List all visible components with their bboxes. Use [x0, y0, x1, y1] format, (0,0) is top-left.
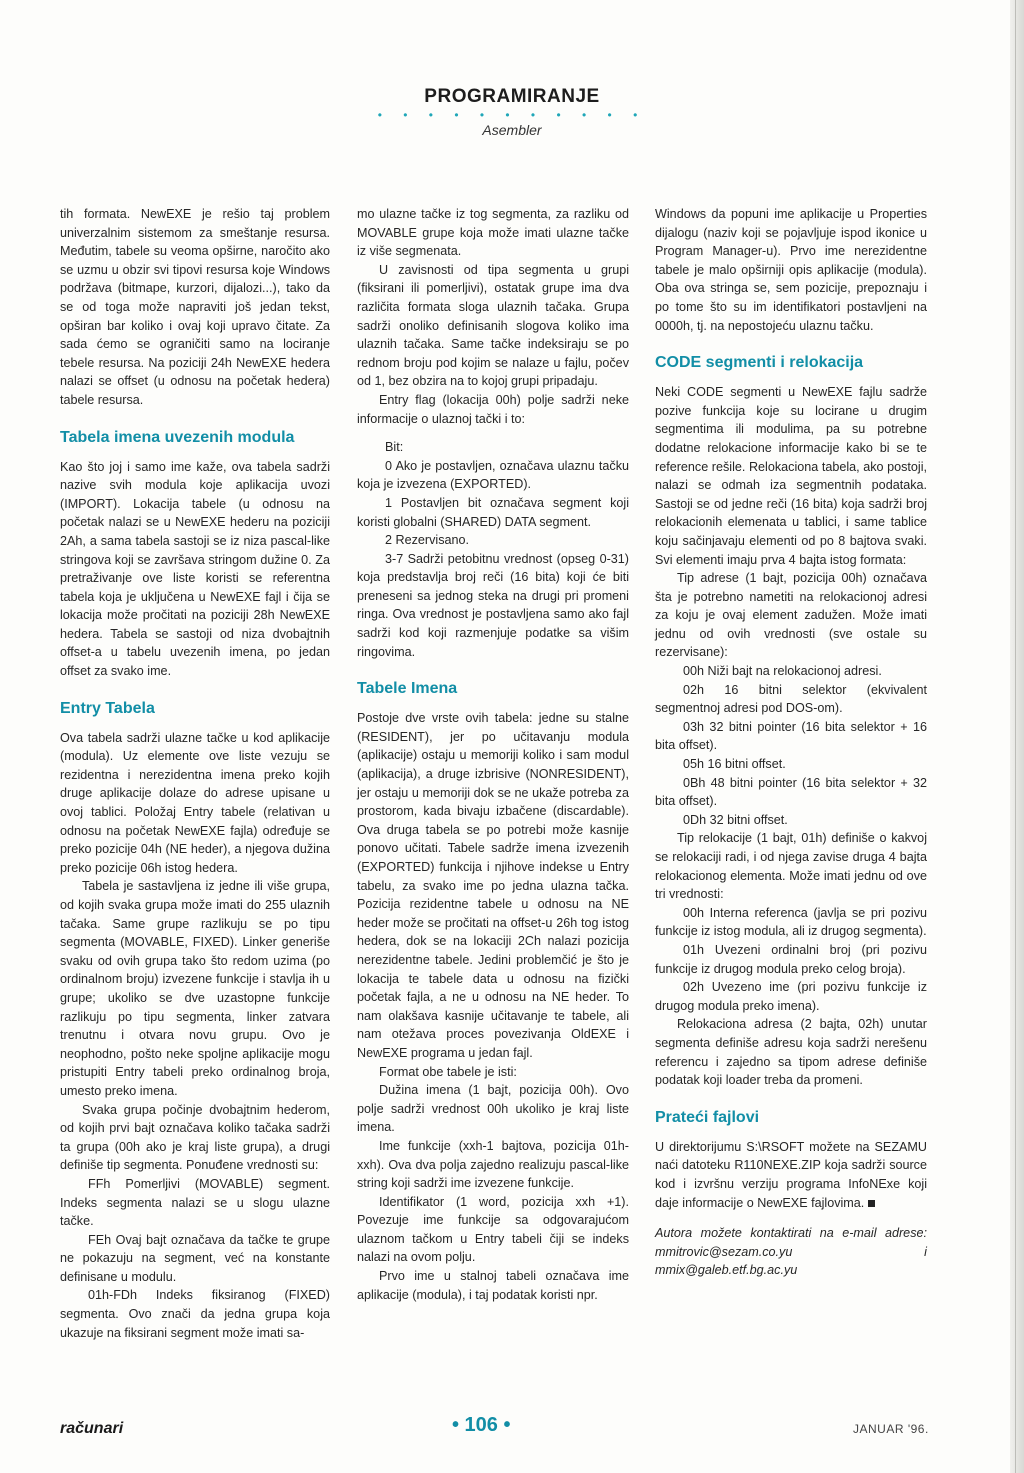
field-item: Ime funkcije (xxh-1 bajtova, pozicija 01h-xxh). Ova dva polja zajedno realizuju pascal-like string koji sadrži ime izvezene funkcije.	[357, 1138, 629, 1191]
paragraph: Postoje dve vrste ovih tabela: jedne su stalne (RESIDENT), jer po učitavanju modula (aplikacije) ostaju u memoriji koliko i sam modul (aplikacija), a druge izbrisive (NONRESIDENT), jer ostaju u memoriji dok se ne ukaže potreba za prostorom, kada bivaju izbačene (discardable). Ova druga tabela se po potrebi može kasnije ponovo učitati. Tabele sadrže imena izvezenih (EXPORTED) funkcija i njihove indekse u Entry tabelu, za svako ime po jedna ulazna tačka. Pozicija rezidentne tabele u odnosu na NE heder može se pročitati na offset-u 26h tog istog hedera, dok se na lokaciji 2Ch nalazi pozicija nerezidentne tabele. Jedini problemčić je što je lokacija te tabele data u odnosu na fizički početak fajla, a ne u odnosu na NE heder. To nam olakšava kasnije učitavanje te tabele, ali nam otežava proces povezivanja OldEXE i NewEXE programa u jedan fajl.	[357, 711, 629, 1060]
bit-label: Bit:	[385, 440, 404, 455]
paragraph	[655, 1138, 927, 1212]
value-item: 0Bh 48 bitni pointer (16 bita selektor + 32 bita offset).	[655, 775, 927, 809]
paragraph: Kao što joj i samo ime kaže, ova tabela sadrži nazive svih modula koje aplikacija uvozi (IMPORT). Lokacija tabele (u odnosu na početak nalazi se u NewEXE hederu na poziciji 2Ah, a sama tabela sastoji se iz niza pascal-like stringova koji se završava stringom dužine 0. Za pretraživanje ove liste koristi se referentna tabela koja je uključena u NewEXE fajl i čija se lokacija može pročitati na poziciji 28h NewEXE hedera. Tabela se sastoji od niza dvobajtnih offset-a u tabelu uvezenih imena, po jedan offset za svako ime.	[60, 459, 330, 679]
page-number: • 106 •	[452, 1414, 511, 1436]
files-text: U direktorijumu S:\RSOFT možete na SEZAMU naći datoteku R110NEXE.ZIP koja sadrži source kod i izvršnu verziju programa InfoNExe koji daje informacije o NewEXE fajlovima.	[655, 1139, 927, 1210]
bit-item: 2 Rezervisano.	[385, 533, 469, 548]
value-item: 02h Uvezeno ime (pri pozivu funkcije iz drugog modula preko imena).	[655, 980, 927, 1013]
contact-note: Autora možete kontaktirati na e-mail adrese: mmitrovic@sezam.co.yu i mmix@galeb.etf.bg.ac.yu	[655, 1226, 927, 1278]
paragraph: mo ulazne tačke iz tog segmenta, za razliku od MOVABLE grupe koja može imati ulazne tačke iz više segmenata.	[357, 207, 629, 259]
section-title: PROGRAMIRANJE	[424, 86, 600, 107]
heading-code-segments: CODE segmenti i relokacija	[655, 354, 864, 372]
paragraph: Windows da popuni ime aplikacije u Properties dijalogu (naziv koji se pojavljuje ispod ikonice u Program Manager-u). Prvo ime nerezidentne tabele je malo opširniji opis aplikacije (modula). Oba ova stringa se, sem pozicije, prepoznaju i po tome što su im identifikatori postavljeni na 0000h, tj. na nepostojeću ulaznu tačku.	[655, 207, 927, 333]
paragraph: Neki CODE segmenti u NewEXE fajlu sadrže pozive funkcija koje su locirane u drugim segmentima ili modulima, pa su potrebne dodatne relokacione informacije kako bi se te reference rešile. Relokaciona tabela, ako postoji, nalazi se odmah iza segmentnih podataka. Sastoji se od jedne reči (16 bita) koja sadrži broj relokacionih elemenata u tablici, i same tablice koju sačinjavaju elementi od po 8 bajtova svaki. Svi elementi imaju prva 4 bajta istog formata:	[655, 385, 927, 567]
paragraph: Format obe tabele je isti:	[379, 1064, 517, 1079]
scan-fold-line	[1015, 0, 1016, 1473]
field-item: Tip relokacije (1 bajt, 01h) definiše o kakvoj se relokaciji radi, i od njega zavise druga 4 bajta relokacionog elementa. Može imati jednu od ove tri vrednosti:	[655, 831, 927, 902]
dotted-divider: • • • • • • • • • • •	[377, 108, 647, 122]
page-header	[0, 86, 1024, 138]
paragraph: U zavisnosti od tipa segmenta u grupi (fiksirani ili pomerljivi), ostatak grupe ima dva različita formata sloga ulaznih tačaka. Grupa sadrži onoliko definisanih slogova koliko ima ulaznih tačaka. Same tačke indeksiraju se po rednom broju pod kojim se nalaze u fajlu, počev od 1, bez obzira na to kojoj grupi pripadaju.	[357, 262, 629, 389]
value-item: 01h Uvezeni ordinalni broj (pri pozivu funkcije iz drugog modula preko celog broja).	[655, 942, 927, 976]
value-item: 05h 16 bitni offset.	[683, 757, 786, 772]
value-item: FEh Ovaj bajt označava da tačke te grupe ne pokazuju na segment, već na konstante definisane u modulu.	[60, 1232, 330, 1284]
bit-item: 3-7 Sadrži petobitnu vrednost (opseg 0-31) koja predstavlja broj reči (16 bita) koji će biti preneseni sa jednog steka na drugi pri promeni ringa. Ova vrednost je postavljena samo ako fajl sadrži kod koji razmenjuje podatke sa višim ringovima.	[357, 551, 629, 659]
value-item: 0Dh 32 bitni offset.	[683, 812, 788, 827]
field-item: Tip adrese (1 bajt, pozicija 00h) označava šta je potrebno nametiti na relokacionoj adresi za koju je ovaj element zadužen. Može imati jednu od ovih vrednosti (sve ostale su rezervisane):	[655, 571, 927, 660]
bit-item: 1 Postavljen bit označava segment koji koristi globalni (SHARED) DATA segment.	[357, 495, 629, 529]
issue-date: JANUAR '96.	[853, 1422, 929, 1436]
column-2	[357, 205, 629, 1304]
scan-edge	[1010, 0, 1024, 1473]
bit-item: 0 Ako je postavljen, označava ulaznu tačku koja je izvezena (EXPORTED).	[357, 458, 629, 492]
value-item: 00h Niži bajt na relokacionoj adresi.	[683, 664, 882, 679]
magazine-name: računari	[60, 1420, 124, 1437]
field-item: Dužina imena (1 bajt, pozicija 00h). Ovo polje sadrži vrednost 00h ukoliko je kraj liste imena.	[357, 1083, 629, 1135]
field-item: Relokaciona adresa (2 bajta, 02h) unutar segmenta definiše adresu koja sadrži nerešenu referencu i zajedno sa tipom adrese definiše podatak koji loader treba da promeni.	[655, 1017, 927, 1088]
field-item: Identifikator (1 word, pozicija xxh +1). Povezuje ime funkcije sa odgovarajućom ulaznom tačkom u Entry tabeli čiji se indeks nalazi na ovom polju.	[357, 1194, 629, 1265]
value-item: 02h 16 bitni selektor (ekvivalent segmentnoj adresi pod DOS-om).	[655, 682, 927, 716]
heading-import-table: Tabela imena uvezenih modula	[60, 428, 295, 446]
heading-entry-table: Entry Tabela	[60, 699, 155, 717]
heading-name-tables: Tabele Imena	[357, 680, 458, 698]
paragraph: tih formata. NewEXE je rešio taj problem univerzalnim sistemom za smeštanje resursa. Međutim, tabele su veoma opširne, naročito ako se uzmu u obzir svi tipovi resursa koje Windows podržava (bitmape, kurzori, dijalozi...), tako da se od toga može napraviti još jedan tekst, opširan bar koliko i ovaj koji upravo čitate. Za sada ćemo se ograničiti samo na lociranje tebele resursa. Na poziciji 24h NewEXE hedera nalazi se offset (u odnosu na početak hedera) tabele resursa.	[60, 207, 330, 407]
value-item: FFh Pomerljivi (MOVABLE) segment. Indeks segmenta nalazi se u slogu ulazne tačke.	[60, 1176, 330, 1229]
paragraph: Prvo ime u stalnoj tabeli označava ime aplikacije (modula), i taj podatak koristi npr.	[357, 1269, 629, 1302]
paragraph: Svaka grupa počinje dvobajtnim hederom, od kojih prvi bajt označava koliko tačaka sadrži ta grupa (00h ako je kraj liste grupa), a drugi definiše tip segmenta. Ponuđene vrednosti su:	[60, 1102, 330, 1173]
column-3	[655, 205, 927, 1280]
value-item: 00h Interna referenca (javlja se pri pozivu funkcije iz istog modula, ali iz drugog segmenta).	[655, 905, 927, 939]
end-mark-icon	[868, 1200, 875, 1207]
value-item: 01h-FDh Indeks fiksiranog (FIXED) segmenta. Ovo znači da jedna grupa koja ukazuje na fiksirani segment može imati sa-	[60, 1288, 330, 1340]
paragraph: Entry flag (lokacija 00h) polje sadrži neke informacije o ulaznoj tački i to:	[357, 392, 629, 426]
subsection-title: Asembler	[482, 122, 542, 138]
column-1	[60, 205, 330, 1342]
value-item: 03h 32 bitni pointer (16 bita selektor + 16 bita offset).	[655, 719, 927, 753]
heading-files: Prateći fajlovi	[655, 1108, 760, 1126]
paragraph: Tabela je sastavljena iz jedne ili više grupa, od kojih svaka grupa može imati do 255 ulaznih tačaka. Same grupe razlikuju se po tipu segmenta (MOVABLE, FIXED). Linker generiše svaku od ovih grupa tako što redom uzima (po ordinalnom broju) izvezene funkcije i stavlja ih u grupe; ukoliko se dve uzastopne funkcije razlikuju po tipu segmenta, linker zatvara trenutnu i otvara novu grupu. Ovo je neophodno, pošto neke spoljne aplikacije mogu pristupiti Entry tabeli preko ordinalnog broja, umesto preko imena.	[60, 879, 330, 1098]
paragraph: Ova tabela sadrži ulazne tačke u kod aplikacije (modula). Uz elemente ove liste vezuju se rezidentna i nerezidentna imena preko kojih druge aplikacije dolaze do adrese upisane u ovoj tablici. Položaj Entry tabele (relativan u odnosu na početak NewEXE fajla) određuje se preko pozicije 04h (NE heder), a njegova dužina preko pozicije 06h istog hedera.	[60, 730, 330, 875]
